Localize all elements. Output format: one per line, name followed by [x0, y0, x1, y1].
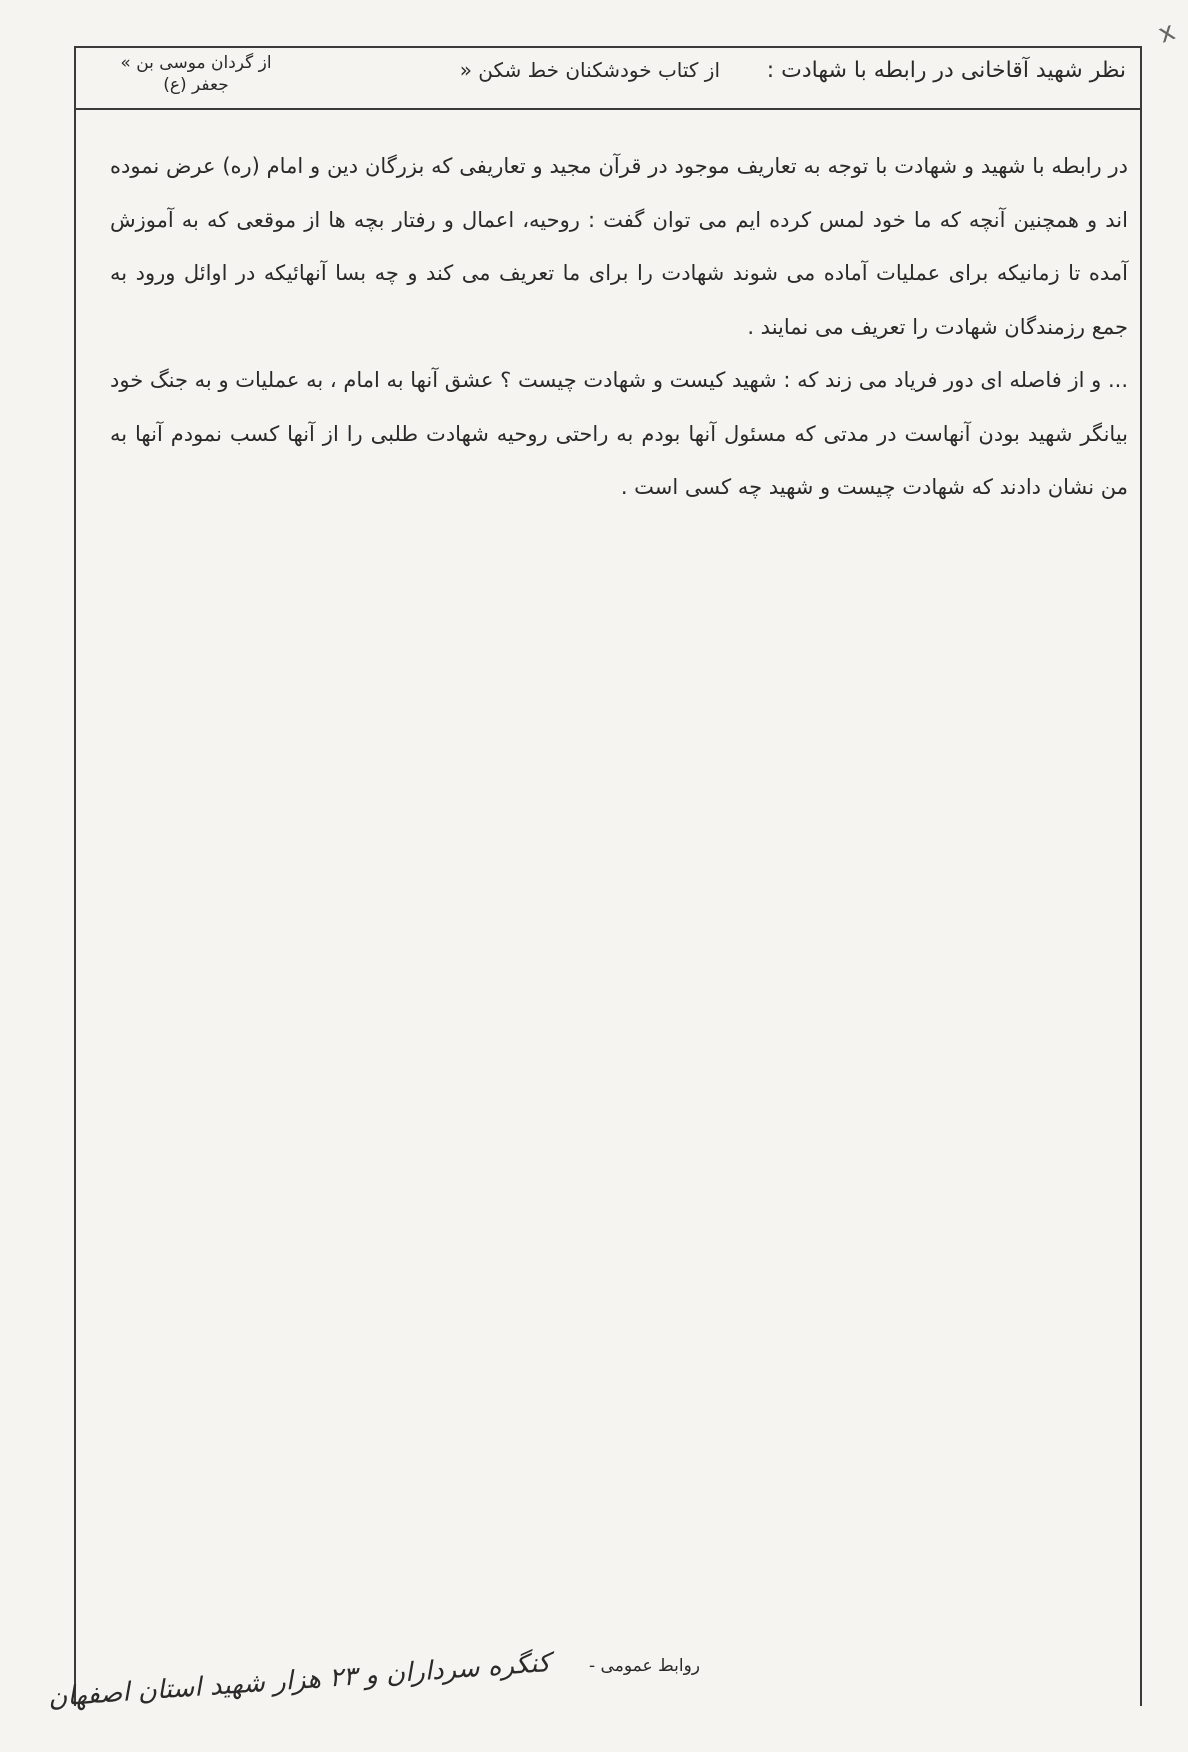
author-line-1: از گردان موسی بن » — [120, 53, 272, 73]
source-book: از کتاب خودشکنان خط شکن « — [459, 58, 720, 82]
paragraph-2: ... و از فاصله ای دور فریاد می زند که : شهید کیست و شهادت چیست ؟ عشق آنها به امام ، به عملیات و به جنگ خود بیانگر شهید بودن آنهاست در مدتی که مسئول آنها بودم به راحتی روحیه شهادت طلبی را از آنها کسب نمودم آنها به من نشان دادند که شهادت چیست و شهید چه کسی است . — [110, 368, 1128, 499]
congress-signature: کنگره سرداران و ۲۳ هزار شهید استان اصفهان — [47, 1648, 552, 1714]
page-title: نظر شهید آقاخانی در رابطه با شهادت : — [766, 58, 1126, 83]
author-battalion — [96, 52, 296, 96]
footer — [47, 1646, 700, 1714]
corner-mark: x — [1153, 16, 1179, 50]
author-line-2: جعفر (ع) — [163, 75, 229, 95]
paragraph-1: در رابطه با شهید و شهادت با توجه به تعاریف موجود در قرآن مجید و تعاریفی که بزرگان دین و امام (ره) عرض نموده اند و همچنین آنچه که ما خود لمس کرده ایم می توان گفت : روحیه، اعمال و رفتار بچه ها از موقعی که به آموزش آمده تا زمانیکه برای عملیات آماده می شوند شهادت را برای ما تعریف می کند و چه بسا آنهائیکه در اوائل ورود به جمع رزمندگان شهادت را تعریف می نمایند . — [110, 154, 1128, 339]
header — [76, 48, 1140, 110]
body-text — [110, 140, 1128, 515]
public-relations-label: روابط عمومی - — [589, 1656, 700, 1676]
